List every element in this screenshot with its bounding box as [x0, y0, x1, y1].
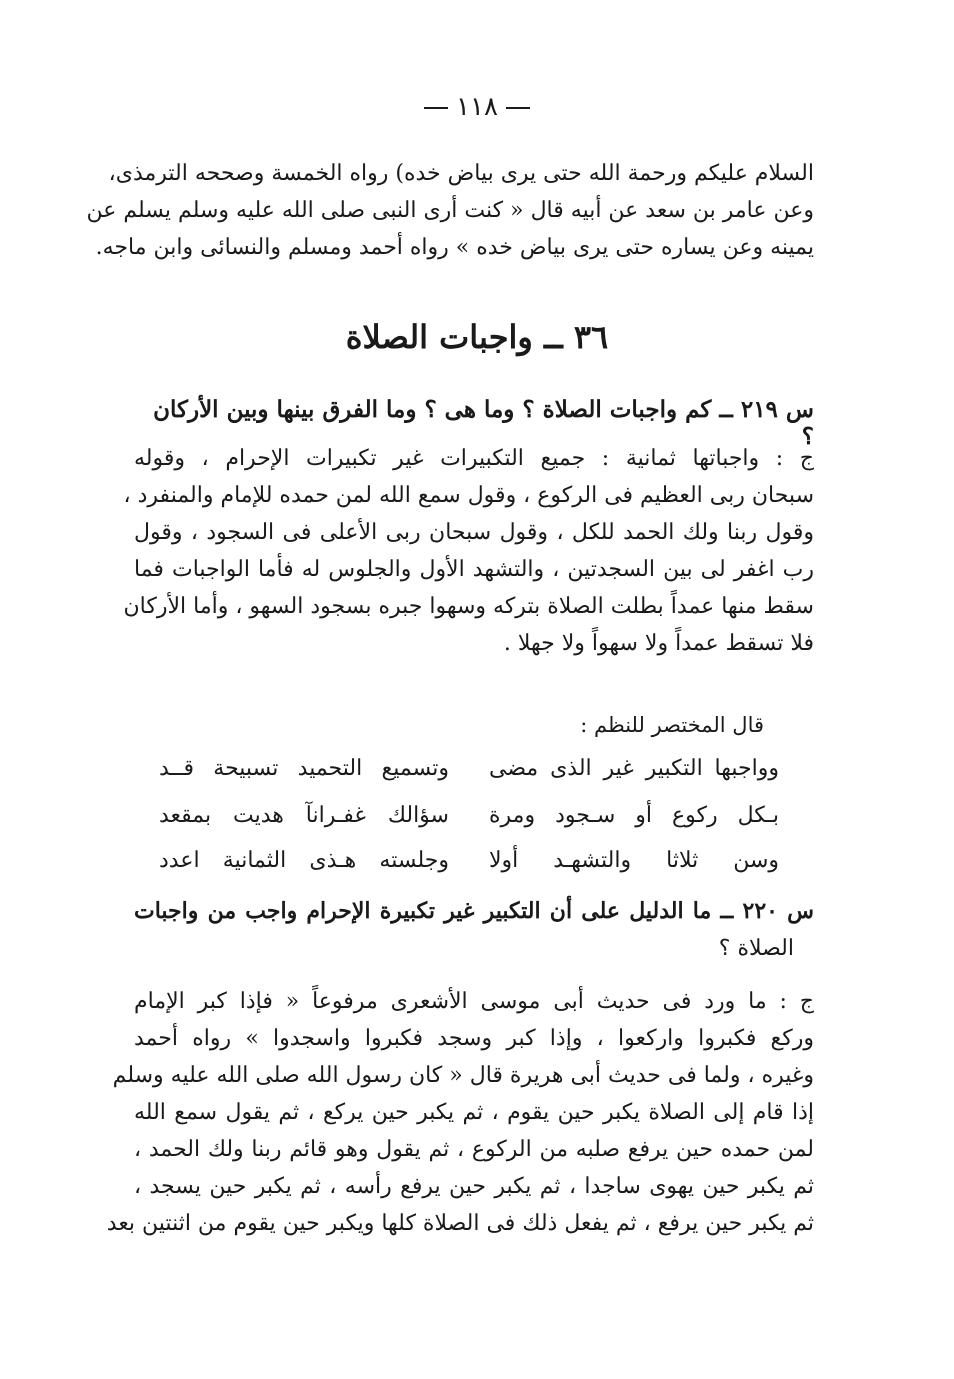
poem-verse: [159, 803, 779, 840]
poem-verse: [159, 848, 779, 885]
question-219: س ٢١٩ ــ كم واجبات الصلاة ؟ وما هى ؟ وما الفرق بينها وبين الأركان ؟: [153, 396, 814, 450]
answer-line: وقول ربنا ولك الحمد للكل ، وقول سبحان ربى الأعلى فى السجود ، وقول: [134, 520, 814, 545]
answer-line: سبحان ربى العظيم فى الركوع ، وقول سمع الله لمن حمده للإمام والمنفرد ،: [123, 483, 814, 508]
verse-first-hemistich: بـكل ركوع أو سـجود ومرة: [489, 803, 779, 828]
answer-line: إذا قام إلى الصلاة يكبر حين يقوم ، ثم يكبر حين يركع ، ثم يقول سمع الله: [134, 1100, 814, 1125]
verse-first-hemistich: وسن ثلاثا والتشهـد أولا: [489, 848, 779, 873]
answer-line: سقط منها عمداً بطلت الصلاة بتركه وسهوا جبره بسجود السهو ، وأما الأركان: [123, 594, 814, 619]
dash-left: [424, 107, 448, 109]
intro-paragraph: [86, 155, 814, 266]
verse-second-hemistich: وجلسته هـذى الثمانية اعدد: [159, 848, 449, 873]
answer-line: ج : ما ورد فى حديث أبى موسى الأشعرى مرفوعاً « فإذا كبر الإمام: [134, 989, 814, 1014]
answer-line: لمن حمده حين يرفع صلبه من الركوع ، ثم يقول وهو قائم ربنا ولك الحمد ،: [134, 1137, 814, 1162]
poem-verse: [159, 756, 779, 793]
page-number: [0, 92, 954, 122]
dash-right: [506, 107, 530, 109]
page-number-text: ١١٨: [456, 92, 498, 122]
verse-second-hemistich: سؤالك غفـرانآ هديت بمقعد: [159, 803, 449, 828]
section-heading: ٣٦ ــ واجبات الصلاة: [345, 318, 609, 356]
intro-line: وعن عامر بن سعد عن أبيه قال « كنت أرى النبى صلى الله عليه وسلم يسلم عن: [86, 198, 814, 223]
answer-220: [106, 983, 814, 1242]
verse-second-hemistich: وتسميع التحميد تسبيحة قــد: [159, 756, 449, 781]
answer-line: وركع فكبروا واركعوا ، وإذا كبر وسجد فكبروا واسجدوا » رواه أحمد: [134, 1026, 814, 1051]
question-line: الصلاة ؟: [718, 936, 794, 961]
intro-line: السلام عليكم ورحمة الله حتى يرى بياض خده) رواه الخمسة وصححه الترمذى،: [108, 161, 814, 186]
answer-line: ثم يكبر حين يهوى ساجدا ، ثم يكبر حين يرفع رأسه ، ثم يكبر حين يسجد ،: [134, 1174, 814, 1199]
answer-line: وغيره ، ولما فى حديث أبى هريرة قال « كان رسول الله صلى الله عليه وسلم: [112, 1063, 814, 1088]
answer-line: ج : واجباتها ثمانية : جميع التكبيرات غير تكبيرات الإحرام ، وقوله: [134, 446, 814, 471]
question-220: [134, 893, 814, 967]
verse-first-hemistich: وواجبها التكبير غير الذى مضى: [489, 756, 779, 781]
answer-219: [123, 440, 814, 662]
answer-line: رب اغفر لى بين السجدتين ، والتشهد الأول والجلوس له فأما الواجبات فما: [134, 557, 814, 582]
poem-intro: قال المختصر للنظم :: [580, 713, 764, 737]
answer-line: ثم يكبر حين يرفع ، ثم يفعل ذلك فى الصلاة كلها ويكبر حين يقوم من اثنتين بعد: [106, 1211, 814, 1236]
question-line: س ٢٢٠ ــ ما الدليل على أن التكبير غير تكبيرة الإحرام واجب من واجبات: [134, 898, 814, 924]
intro-line: يمينه وعن يساره حتى يرى بياض خده » رواه أحمد ومسلم والنسائى وابن ماجه.: [95, 235, 814, 260]
answer-line: فلا تسقط عمداً ولا سهواً ولا جهلا .: [503, 631, 814, 656]
